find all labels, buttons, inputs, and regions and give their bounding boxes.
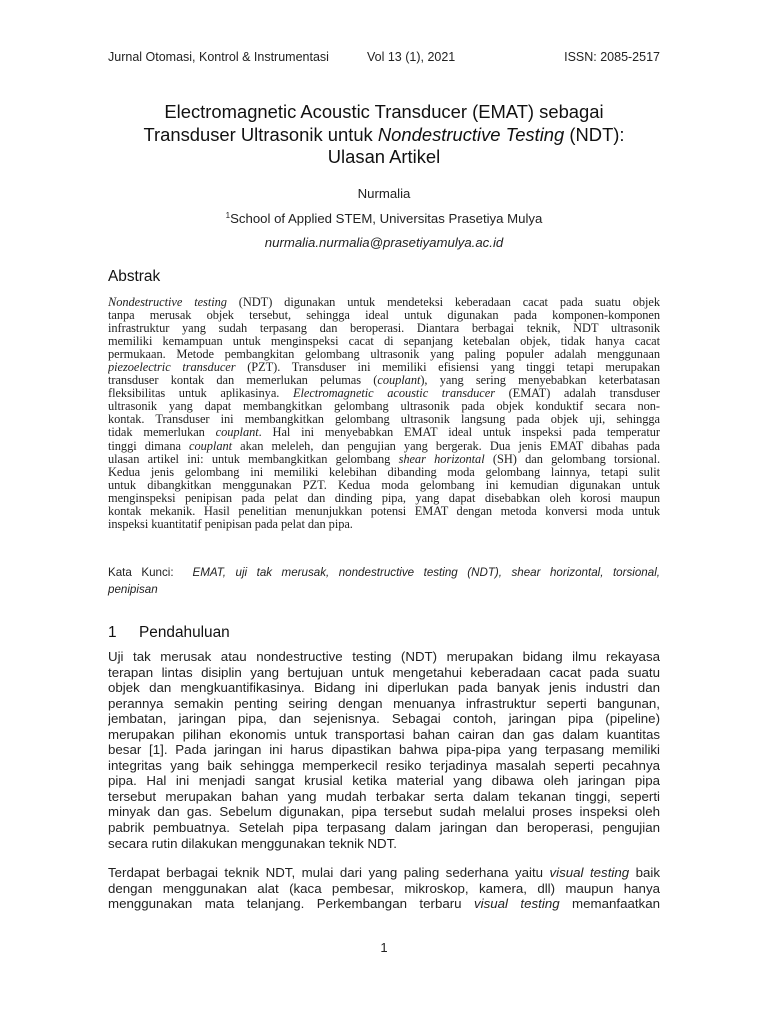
- text-run: tersebut merupakan bahan yang mudah terbakar serta dalam tekanan tinggi, seperti: [108, 788, 660, 804]
- abstract-line: [108, 296, 660, 309]
- abstract-line: [108, 440, 660, 453]
- journal-name: Jurnal Otomasi, Kontrol & Instrumentasi: [108, 50, 329, 64]
- paper-title: [108, 101, 660, 169]
- text-run: tanpa merusak objek tersebut, sehingga ideal untuk digunakan pada komponen-komponen: [108, 309, 660, 323]
- text-run: tinggi dimana: [108, 439, 190, 453]
- paragraph-line: [108, 820, 660, 836]
- keywords-line-2: [108, 581, 660, 598]
- text-run: permukaan. Metode pembangkitan gelombang ultrasonik yang paling populer adalah menggunaan: [108, 348, 660, 362]
- text-run: pabrik pembuatnya. Setelah pipa terpasang dalam jaringan dan beroperasi, pengujian: [108, 820, 660, 836]
- abstract-line: [108, 309, 660, 322]
- abstract-line: [108, 518, 660, 531]
- section-heading: [108, 624, 230, 642]
- italic-term: shear horizontal: [398, 452, 485, 466]
- abstract-body: [108, 296, 660, 531]
- author-email: nurmalia.nurmalia@prasetiyamulya.ac.id: [264, 235, 504, 250]
- text-run: pipa. Hal ini menjadi sangat krusial ketika material yang dibawa oleh jaringan pipa: [108, 773, 660, 789]
- italic-term: visual testing: [549, 865, 630, 880]
- abstract-line: [108, 492, 660, 505]
- text-run: ultrasonik yang dapat membangkitkan gelombang ultrasonik pada objek konduktif secara non-: [108, 400, 660, 414]
- abstract-line: [108, 413, 660, 426]
- text-run: Kedua jenis gelombang ini memiliki kelebihan dibanding moda gelombang lainnya, tetapi sulit: [108, 465, 660, 479]
- text-run: menginspeksi penipisan pada pelat dan dinding pipa, yang dapat disebabkan oleh korosi maupun: [108, 491, 660, 505]
- text-run: Terdapat berbagai teknik NDT, mulai dari yang paling sederhana yaitu: [108, 865, 550, 880]
- title-line-2-start: Transduser Ultrasonik untuk: [143, 123, 378, 145]
- text-run: untuk dibangkitkan menggunakan PZT. Kedua moda gelombang ini kemudian digunakan untuk: [108, 478, 660, 492]
- text-run: ulasan artikel ini: untuk membangkitkan gelombang: [108, 452, 399, 466]
- journal-volume: Vol 13 (1), 2021: [367, 50, 456, 64]
- abstract-line: [108, 453, 660, 466]
- running-header: [108, 50, 660, 66]
- journal-issn: ISSN: 2085-2517: [564, 50, 660, 64]
- text-run: kontak mekanik. Hasil penelitian menunjukkan potensi EMAT dengan metoda konversi moda untuk: [108, 504, 660, 518]
- abstract-line: [108, 322, 660, 335]
- italic-term: couplant: [377, 374, 421, 388]
- title-line-2-end: (NDT):: [564, 123, 625, 145]
- text-run: objek dan mengkuantifikasinya. Bidang ini diperlukan pada banyak jenis industri dan: [108, 680, 660, 696]
- title-line-3: Ulasan Artikel: [327, 146, 441, 167]
- paragraph-line: [108, 742, 660, 758]
- abstract-heading: Abstrak: [108, 268, 161, 285]
- text-run: (NDT) digunakan untuk mendeteksi keberadaan cacat pada suatu objek: [226, 296, 660, 309]
- text-run: memiliki kemampuan untuk menginspeksi cacat di sepanjang ketebalan objek, tidak hanya cacat: [108, 335, 660, 349]
- paragraph-line: [108, 865, 660, 881]
- text-run: infrastruktur yang sudah terpasang dan beroperasi. Diantara berbagai teknik, NDT ultrasonik: [108, 322, 660, 336]
- title-line-2-italic: Nondestructive Testing: [377, 123, 565, 145]
- paragraph-line: [108, 773, 660, 789]
- text-run: perannya semakin penting seiring dengan menuanya infrastruktur seperti bangunan,: [108, 695, 660, 711]
- text-run: dengan menggunakan alat (kaca pembesar, mikroskop, kamera, dll) maupun hanya: [108, 880, 660, 896]
- keywords: [108, 564, 660, 598]
- title-line-1: Electromagnetic Acoustic Transducer (EMAT) sebagai: [164, 101, 604, 122]
- text-run: akan meleleh, dan pengujian yang bergerak. Dua jenis EMAT dibahas pada: [232, 439, 660, 453]
- text-run: (EMAT) adalah transduser: [494, 387, 660, 401]
- paragraph-line: [108, 696, 660, 712]
- body-paragraph-1: [108, 649, 660, 851]
- text-run: jembatan, jaringan pipa, dan sejenisnya. Sebagai contoh, jaringan pipa (pipeline): [108, 711, 660, 727]
- text-run: memanfaatkan: [559, 896, 660, 912]
- paragraph-line: [108, 881, 660, 897]
- abstract-line: [108, 479, 660, 492]
- abstract-line: [108, 348, 660, 361]
- paragraph-line: [108, 680, 660, 696]
- italic-term: couplant: [215, 426, 259, 440]
- italic-term: couplant: [189, 439, 233, 453]
- text-run: fleksibilitas untuk aplikasinya.: [108, 387, 293, 401]
- text-run: baik: [629, 865, 660, 880]
- text-run: ), yang sering menyebabkan keterbatasan: [420, 374, 660, 388]
- italic-term: Electromagnetic acoustic transducer: [292, 387, 495, 401]
- paragraph-line: [108, 836, 660, 852]
- text-run: terapan lintas disiplin yang bertujuan untuk mengetahui keberadaan cacat pada suatu: [108, 664, 660, 680]
- italic-term: Nondestructive testing: [108, 296, 227, 309]
- text-run: menggunakan mata telanjang. Perkembangan terbaru: [108, 896, 474, 912]
- abstract-line: [108, 387, 660, 400]
- paragraph-line: [108, 789, 660, 805]
- paragraph-line: [108, 711, 660, 727]
- text-run: kontak. Transduser ini membangkitkan gelombang ultrasonik langsung pada objek uji, sehingga: [108, 413, 660, 427]
- page-number: 1: [380, 940, 388, 955]
- text-run: merupakan pilihan ekonomis untuk transportasi bahan cairan dan gas dalam kuantitas: [108, 726, 660, 742]
- abstract-line: [108, 466, 660, 479]
- paragraph-line: [108, 896, 660, 912]
- affiliation-marker: 1: [225, 211, 231, 220]
- abstract-line: [108, 505, 660, 518]
- paragraph-line: [108, 727, 660, 743]
- text-run: besar [1]. Pada jaringan ini harus dipastikan bahwa pipa-pipa yang terpasang memiliki: [108, 742, 660, 758]
- title-line-2: [108, 124, 660, 147]
- section-title: Pendahuluan: [139, 624, 230, 641]
- text-run: Uji tak merusak atau nondestructive testing (NDT) merupakan bidang ilmu rekayasa: [108, 649, 660, 664]
- keywords-label: Kata Kunci:: [108, 566, 174, 579]
- text-run: inspeksi kuantitatif penipisan pada pelat dan pipa.: [108, 517, 353, 531]
- italic-term: visual testing: [474, 896, 560, 912]
- text-run: secara rutin dilakukan menggunakan teknik NDT.: [108, 835, 397, 851]
- italic-term: piezoelectric transducer: [108, 361, 236, 375]
- keywords-list-cont: penipisan: [108, 583, 158, 596]
- abstract-line: [108, 361, 660, 374]
- section-number: 1: [108, 624, 117, 641]
- abstract-line: [108, 335, 660, 348]
- body-paragraph-2: [108, 865, 660, 912]
- text-run: integritas yang baik sehingga memperkecil resiko terjadinya masalah seperti pecahnya: [108, 757, 660, 773]
- keywords-list: EMAT, uji tak merusak, nondestructive testing (NDT), shear horizontal, torsional,: [192, 566, 660, 579]
- abstract-line: [108, 374, 660, 387]
- abstract-line: [108, 426, 660, 439]
- text-run: (SH) dan gelombang torsional.: [484, 452, 660, 466]
- paragraph-line: [108, 804, 660, 820]
- text-run: minyak dan gas. Sebelum digunakan, pipa tersebut sudah melalui proses inspeksi oleh: [108, 804, 660, 820]
- paragraph-line: [108, 649, 660, 665]
- author-affiliation: [108, 211, 660, 226]
- keywords-line-1: [108, 564, 660, 581]
- author-name: Nurmalia: [357, 186, 411, 201]
- text-run: . Hal ini menyebabkan EMAT ideal untuk inspeksi pada temperatur: [258, 426, 660, 440]
- text-run: transduser kontak dan memerlukan pelumas (: [108, 374, 378, 388]
- paragraph-line: [108, 758, 660, 774]
- text-run: tidak memerlukan: [108, 426, 216, 440]
- text-run: (PZT). Transduser ini memiliki efisiensi yang tinggi tetapi merupakan: [235, 361, 660, 375]
- paragraph-line: [108, 665, 660, 681]
- abstract-line: [108, 400, 660, 413]
- affiliation-text: School of Applied STEM, Universitas Prasetiya Mulya: [230, 211, 543, 226]
